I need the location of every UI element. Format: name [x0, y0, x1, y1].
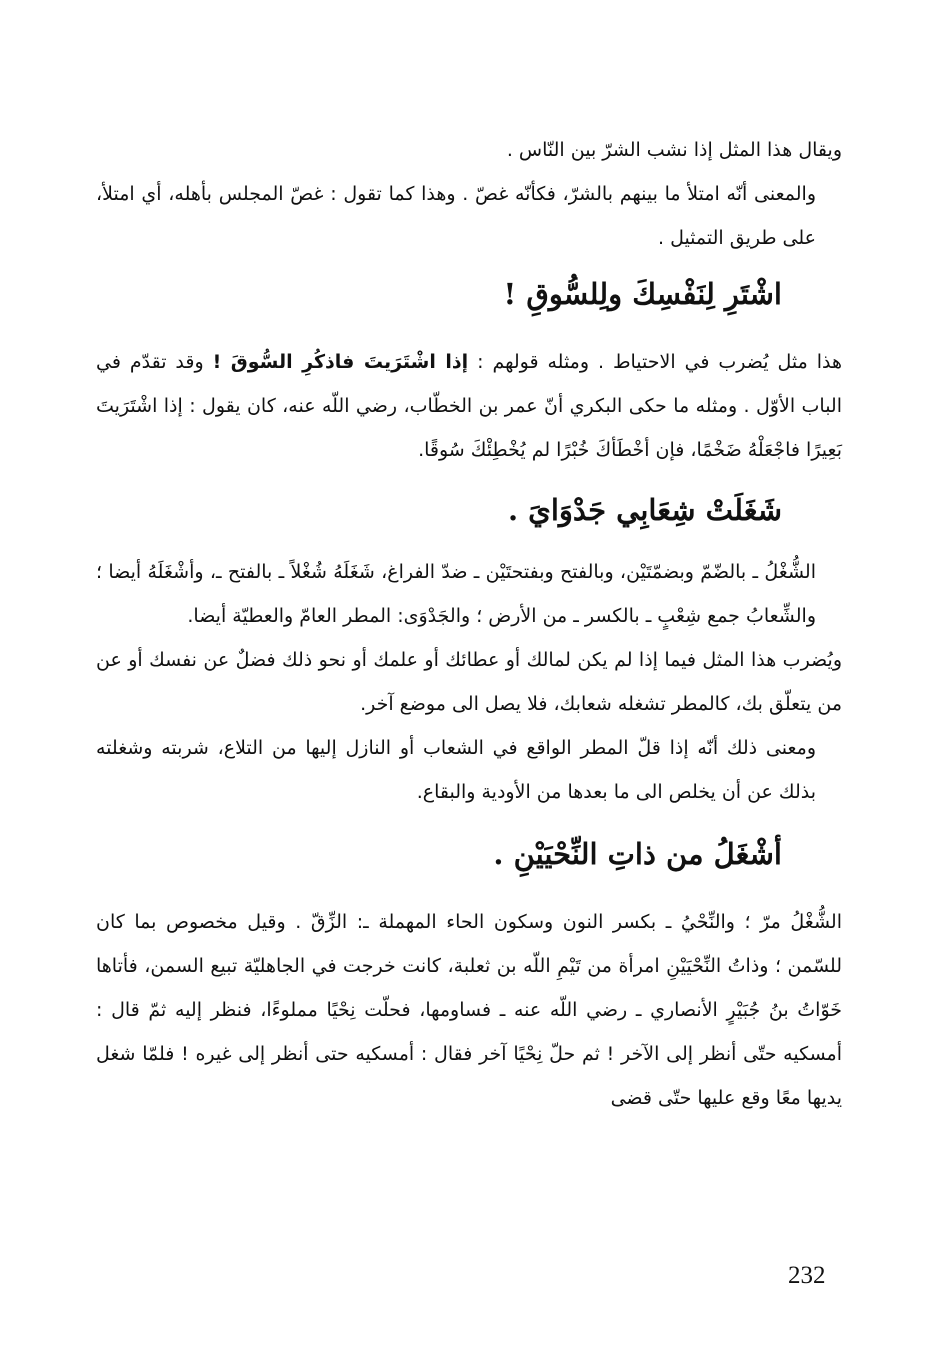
paragraph-proverb-2-meaning: ومعنى ذلك أنّه إذا قلّ المطر الواقع في الشعاب أو النازل إليها من التلاع، شربته وشغلته بذلك عن أن يخلص الى ما بعدها من الأودية والبقاع. — [96, 737, 816, 803]
paragraph-intro-1: ويقال هذا المثل إذا نشب الشرّ بين النّاس . — [506, 139, 842, 161]
proverb-heading-3: أشْغَلُ من ذاتِ النِّحْيَيْنِ . — [493, 837, 782, 871]
page-number: 232 — [788, 1262, 826, 1289]
paragraph-proverb-1 — [96, 340, 842, 472]
quoted-proverb: إذا اشْتَرَيتَ فاذكُرِ السُّوقَ ! — [212, 351, 469, 373]
text-segment: هذا مثل يُضرب في الاحتياط . ومثله قولهم : — [468, 351, 842, 373]
paragraph-intro-2: والمعنى أنّه امتلأ ما بينهم بالشرّ، فكأنّه غصّ . وهذا كما تقول : غصّ المجلس بأهله، أي امتلأ، على طريق التمثيل . — [96, 183, 816, 249]
text-column — [96, 128, 842, 1120]
text-segment: وقد تقدّم في الباب الأوّل . ومثله ما حكى البكري أنّ عمر بن الخطّاب، رضي اللّه عنه، كان يقول : إذا اشْتَرَيتَ بَعِيرًا فاجْعَلْهُ ضَخْمًا، فإن أخْطَأكَ خُبْرًا لم يُخْطِئْكَ سُوقًا. — [96, 351, 842, 461]
proverb-heading-1: اشْتَرِ لِنَفْسِكَ ولِلسُّوقِ ! — [503, 277, 782, 311]
paragraph-proverb-2-usage: ويُضرب هذا المثل فيما إذا لم يكن لمالك أو عطائك أو علمك أو نحو ذلك فضلٌ عن نفسك أو عن من يتعلّق بك، كالمطر تشغله شعابك، فلا يصل الى موضع آخر. — [96, 649, 842, 715]
paragraph-proverb-2-definition: الشُّغْلُ ـ بالضّمّ وبضمّتَيْن، وبالفتح وبفتحتَيْن ـ ضدّ الفراغ، شَغَلَهُ شُغْلاً ـ بالفتح ـ، وأشْغَلَهُ أيضا ؛ والشِّعابُ جمع شِعْبٍ ـ بالكسر ـ من الأرض ؛ والجَدْوَى: المطر العامّ والعطيّة أيضا. — [96, 561, 816, 627]
proverb-heading-2: شَغَلَتْ شِعَابِي جَدْوَايَ . — [507, 493, 782, 527]
paragraph-proverb-3: الشُّغْلُ مرّ ؛ والنِّحْيُ ـ بكسر النون وسكون الحاء المهملة ـ: الزِّقّ . وقيل مخصوص بما كان للسّمن ؛ وذاتُ النِّحْيَيْنِ امرأة من تَيْمِ اللّه بن ثعلبة، كانت خرجت في الجاهليّة تبيع السمن، فأتاها خَوّاتُ بنُ جُبَيْرٍ الأنصاري ـ رضي اللّه عنه ـ فساومها، فحلّت نِحْيًا مملوءًا، فنظر إليه ثمّ قال : أمسكيه حتّى أنظر إلى الآخر ! ثم حلّ نِحْيًا آخر فقال : أمسكيه حتى أنظر إلى غيره ! فلمّا شغل يديها معًا وقع عليها حتّى قضى — [96, 911, 842, 1109]
